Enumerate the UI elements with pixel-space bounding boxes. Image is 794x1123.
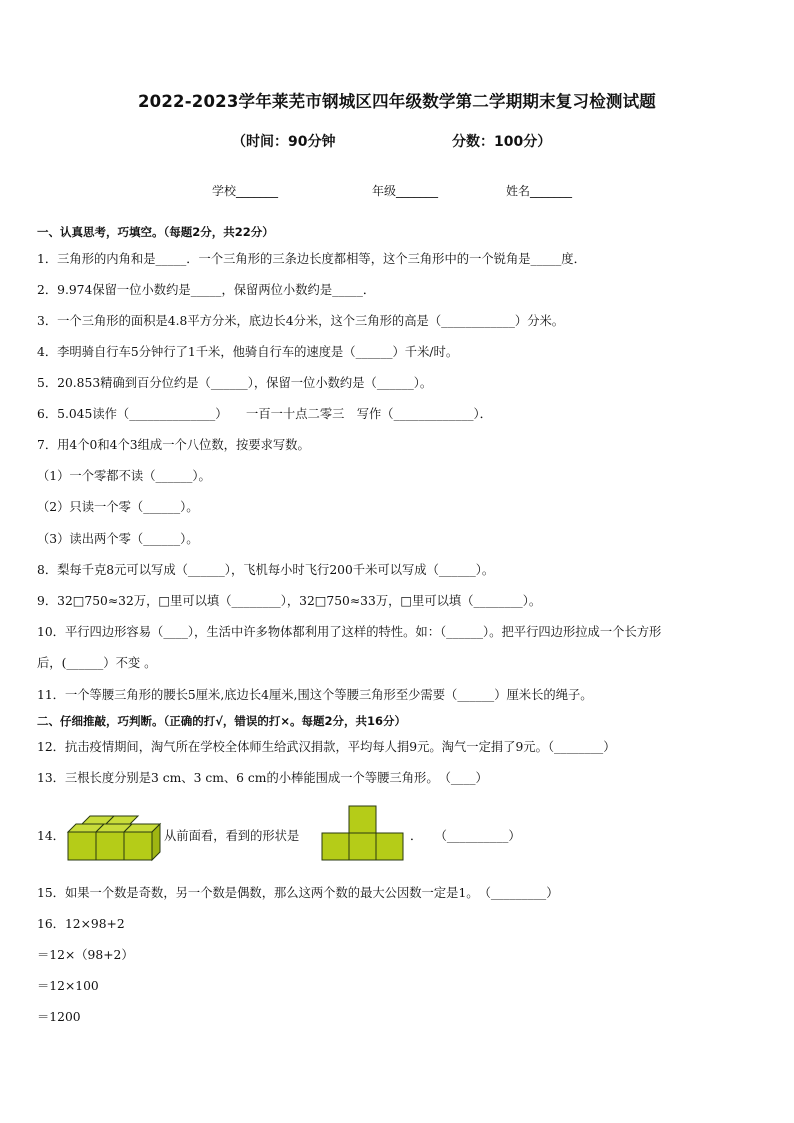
question-7: 7．用4个0和4个3组成一个八位数，按要求写数。 <box>37 438 310 452</box>
question-4: 4．李明骑自行车5分钟行了1千米，他骑自行车的速度是（______）千米/时。 <box>37 345 459 359</box>
name-field: 姓名_______ <box>506 184 573 198</box>
question-16: 16．12×98+2 <box>37 917 125 931</box>
section-2-heading: 二、仔细推敲，巧判断。（正确的打√，错误的打×。每题2分，共16分） <box>37 714 407 728</box>
question-14-answer: ． （__________） <box>410 829 521 843</box>
section-1-heading: 一、认真思考，巧填空。（每题2分，共22分） <box>37 225 274 239</box>
page-title: 2022-2023学年莱芜市钢城区四年级数学第二学期期末复习检测试题 <box>138 92 656 111</box>
question-6: 6．5.045读作（______________） 一百一十点二零三 写作（_____________）． <box>37 407 492 421</box>
question-2: 2．9.974保留一位小数约是_____，保留两位小数约是_____． <box>37 283 376 297</box>
question-8: 8．梨每千克8元可以写成（______），飞机每小时飞行200千米可以写成（______）。 <box>37 563 495 577</box>
subtitle-score: 分数：100分） <box>452 134 552 150</box>
question-15: 15．如果一个数是奇数，另一个数是偶数，那么这两个数的最大公因数一定是1。 （_________） <box>37 886 559 900</box>
question-7-1: （1）一个零都不读（______）。 <box>37 469 211 483</box>
question-3: 3．一个三角形的面积是4.8平方分米，底边长4分米，这个三角形的高是（____________）分米。 <box>37 314 565 328</box>
school-field: 学校_______ <box>212 184 279 198</box>
question-16-step-3: ＝1200 <box>37 1010 81 1024</box>
question-12: 12．抗击疫情期间，淘气所在学校全体师生给武汉捐款，平均每人捐9元。淘气一定捐了9元。（________） <box>37 740 616 754</box>
question-10: 10．平行四边形容易（____），生活中许多物体都利用了这样的特性。如：（______）。把平行四边形拉成一个长方形 <box>37 625 662 639</box>
question-16-step-2: ＝12×100 <box>37 979 99 993</box>
question-5: 5．20.853精确到百分位约是（______），保留一位小数约是（______）。 <box>37 376 433 390</box>
question-10-cont: 后，(______）不变 。 <box>37 656 157 670</box>
front-view-figure <box>321 805 407 861</box>
cubes-3d-figure <box>66 810 162 862</box>
question-11: 11．一个等腰三角形的腰长5厘米,底边长4厘米,围这个等腰三角形至少需要（______）厘米长的绳子。 <box>37 688 593 702</box>
question-7-3: （3）读出两个零（______）。 <box>37 532 199 546</box>
question-16-step-1: ＝12×（98+2） <box>37 948 134 962</box>
question-1: 1．三角形的内角和是_____．一个三角形的三条边长度都相等，这个三角形中的一个锐角是_____度． <box>37 252 586 266</box>
question-9: 9．32□750≈32万，□里可以填（________），32□750≈33万，□里可以填（________）。 <box>37 594 542 608</box>
grade-field: 年级_______ <box>372 184 439 198</box>
question-14-text: 从前面看，看到的形状是 <box>164 829 300 843</box>
question-7-2: （2）只读一个零（______）。 <box>37 500 199 514</box>
question-14-number: 14． <box>37 829 65 843</box>
subtitle-time: （时间：90分钟 <box>232 134 336 150</box>
question-13: 13．三根长度分别是3 cm、3 cm、6 cm的小棒能围成一个等腰三角形。 （____） <box>37 771 488 785</box>
